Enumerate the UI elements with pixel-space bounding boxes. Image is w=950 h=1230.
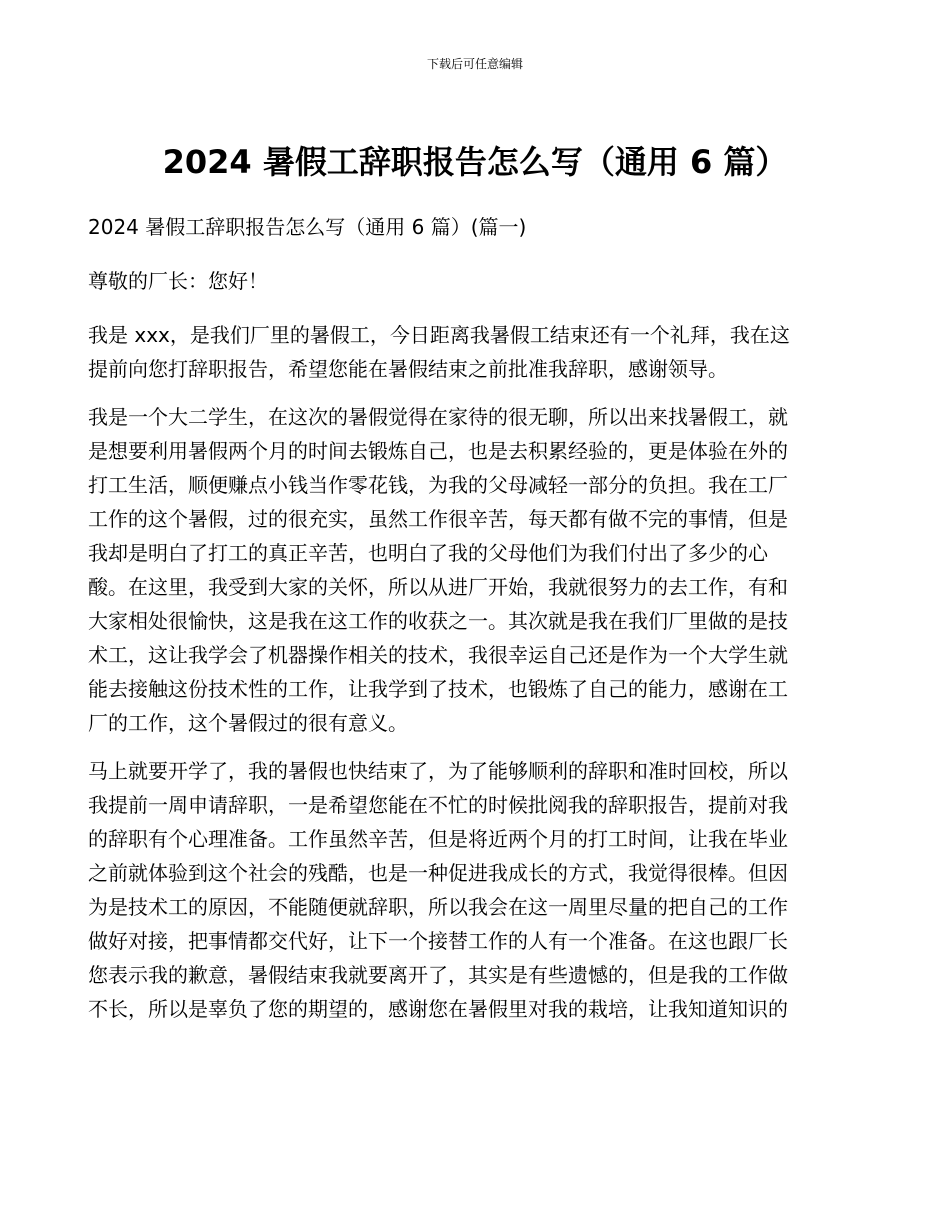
paragraph-line: 是想要利用暑假两个月的时间去锻炼自己，也是去积累经验的，更是体验在外的	[88, 439, 788, 463]
paragraph-line: 为是技术工的原因，不能随便就辞职，所以我会在这一周里尽量的把自己的工作	[88, 895, 788, 919]
greeting: 尊敬的厂长：您好！	[88, 269, 268, 293]
paragraph-line: 做好对接，把事情都交代好，让下一个接替工作的人有一个准备。在这也跟厂长	[88, 929, 788, 953]
paragraph-line: 大家相处很愉快，这是我在这工作的收获之一。其次就是我在我们厂里做的是技	[88, 609, 788, 633]
paragraph-1	[88, 318, 863, 386]
paragraph-line: 您表示我的歉意，暑假结束我就要离开了，其实是有些遗憾的，但是我的工作做	[88, 963, 788, 987]
paragraph-line: 能去接触这份技术性的工作，让我学到了技术，也锻炼了自己的能力，感谢在工	[88, 677, 788, 701]
paragraph-line: 工作的这个暑假，过的很充实，虽然工作很辛苦，每天都有做不完的事情，但是	[88, 507, 788, 531]
paragraph-line: 打工生活，顺便赚点小钱当作零花钱，为我的父母减轻一部分的负担。我在工厂	[88, 473, 788, 497]
paragraph-line: 酸。在这里，我受到大家的关怀，所以从进厂开始，我就很努力的去工作，有和	[88, 575, 788, 599]
paragraph-line: 厂的工作，这个暑假过的很有意义。	[88, 711, 408, 735]
paragraph-line: 提前向您打辞职报告，希望您能在暑假结束之前批准我辞职，感谢领导。	[88, 357, 728, 381]
paragraph-line: 我是一个大二学生，在这次的暑假觉得在家待的很无聊，所以出来找暑假工，就	[88, 405, 788, 429]
paragraph-line: 术工，这让我学会了机器操作相关的技术，我很幸运自己还是作为一个大学生就	[88, 643, 788, 667]
paragraph-line: 我提前一周申请辞职，一是希望您能在不忙的时候批阅我的辞职报告，提前对我	[88, 793, 788, 817]
paragraph-line: 之前就体验到这个社会的残酷，也是一种促进我成长的方式，我觉得很棒。但因	[88, 861, 788, 885]
paragraph-3	[88, 754, 863, 1026]
paragraph-line: 马上就要开学了，我的暑假也快结束了，为了能够顺利的辞职和准时回校，所以	[88, 759, 788, 783]
header-note: 下载后可任意编辑	[426, 57, 523, 71]
document-body	[88, 210, 863, 1040]
paragraph-line: 的辞职有个心理准备。工作虽然辛苦，但是将近两个月的打工时间，让我在毕业	[88, 827, 788, 851]
document-title: 2024 暑假工辞职报告怎么写（通用 6 篇）	[162, 143, 788, 181]
paragraph-line: 我却是明白了打工的真正辛苦，也明白了我的父母他们为我们付出了多少的心	[88, 541, 768, 565]
section-subtitle: 2024 暑假工辞职报告怎么写（通用 6 篇）(篇一)	[88, 215, 527, 239]
paragraph-line: 我是 xxx，是我们厂里的暑假工，今日距离我暑假工结束还有一个礼拜，我在这	[88, 323, 790, 347]
paragraph-2	[88, 400, 863, 740]
paragraph-line: 不长，所以是辜负了您的期望的，感谢您在暑假里对我的栽培，让我知道知识的	[88, 997, 788, 1021]
